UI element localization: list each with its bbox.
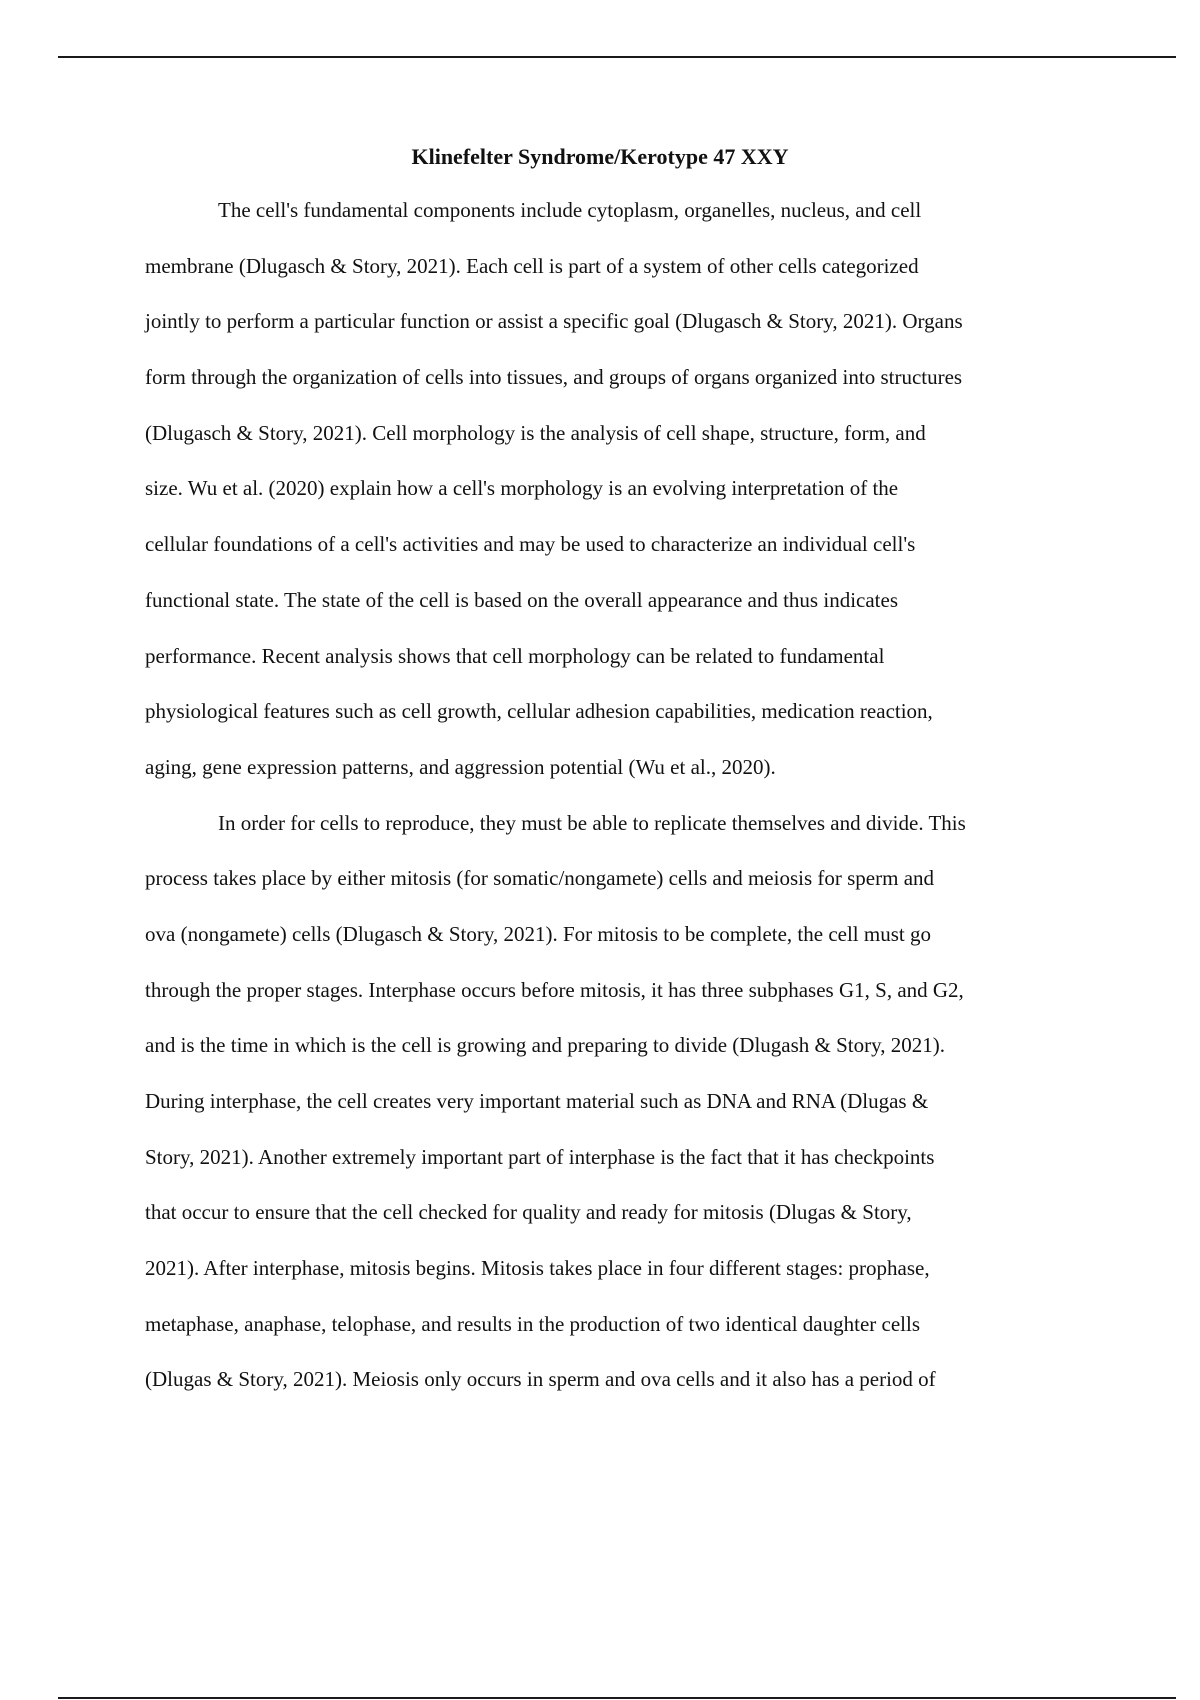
text-line: performance. Recent analysis shows that cell morphology can be related to fundamental <box>145 643 885 668</box>
page-title: Klinefelter Syndrome/Kerotype 47 XXY <box>411 144 789 169</box>
text-line: (Dlugasch & Story, 2021). Cell morphology is the analysis of cell shape, structure, form, and <box>145 420 926 445</box>
text-line: cellular foundations of a cell's activities and may be used to characterize an individual cell's <box>145 532 916 557</box>
text-line: 2021). After interphase, mitosis begins. Mitosis takes place in four different stages: prophase, <box>145 1256 930 1281</box>
text-line: metaphase, anaphase, telophase, and results in the production of two identical daughter cells <box>145 1311 921 1336</box>
body-text <box>145 196 1200 1421</box>
bottom-rule <box>58 1697 1176 1699</box>
text-line: In order for cells to reproduce, they must be able to replicate themselves and divide. This <box>218 810 966 835</box>
top-rule <box>58 56 1176 58</box>
text-line: During interphase, the cell creates very important material such as DNA and RNA (Dlugas & <box>145 1089 929 1113</box>
text-line: size. Wu et al. (2020) explain how a cell's morphology is an evolving interpretation of the <box>145 476 899 501</box>
text-line: and is the time in which is the cell is growing and preparing to divide (Dlugash & Story, 2021). <box>145 1033 945 1058</box>
text-line: Story, 2021). Another extremely important part of interphase is the fact that it has checkpoints <box>145 1144 935 1169</box>
text-line: through the proper stages. Interphase occurs before mitosis, it has three subphases G1, S, and G2, <box>145 977 964 1002</box>
text-line: aging, gene expression patterns, and aggression potential (Wu et al., 2020). <box>145 754 776 779</box>
text-line: The cell's fundamental components include cytoplasm, organelles, nucleus, and cell <box>218 198 922 222</box>
text-line: functional state. The state of the cell is based on the overall appearance and thus indicates <box>145 587 898 612</box>
text-line: form through the organization of cells into tissues, and groups of organs organized into structures <box>145 365 963 390</box>
text-line: that occur to ensure that the cell checked for quality and ready for mitosis (Dlugas & Story, <box>145 1200 912 1225</box>
text-line: jointly to perform a particular function or assist a specific goal (Dlugasch & Story, 2021). Organs <box>145 309 963 334</box>
text-line: process takes place by either mitosis (for somatic/nongamete) cells and meiosis for sperm and <box>145 866 935 891</box>
text-line: membrane (Dlugasch & Story, 2021). Each cell is part of a system of other cells categorized <box>145 253 919 278</box>
text-line: physiological features such as cell growth, cellular adhesion capabilities, medication reaction, <box>145 699 933 724</box>
text-line: ova (nongamete) cells (Dlugasch & Story, 2021). For mitosis to be complete, the cell must go <box>145 921 931 946</box>
text-line: (Dlugas & Story, 2021). Meiosis only occurs in sperm and ova cells and it also has a period of <box>145 1367 936 1392</box>
